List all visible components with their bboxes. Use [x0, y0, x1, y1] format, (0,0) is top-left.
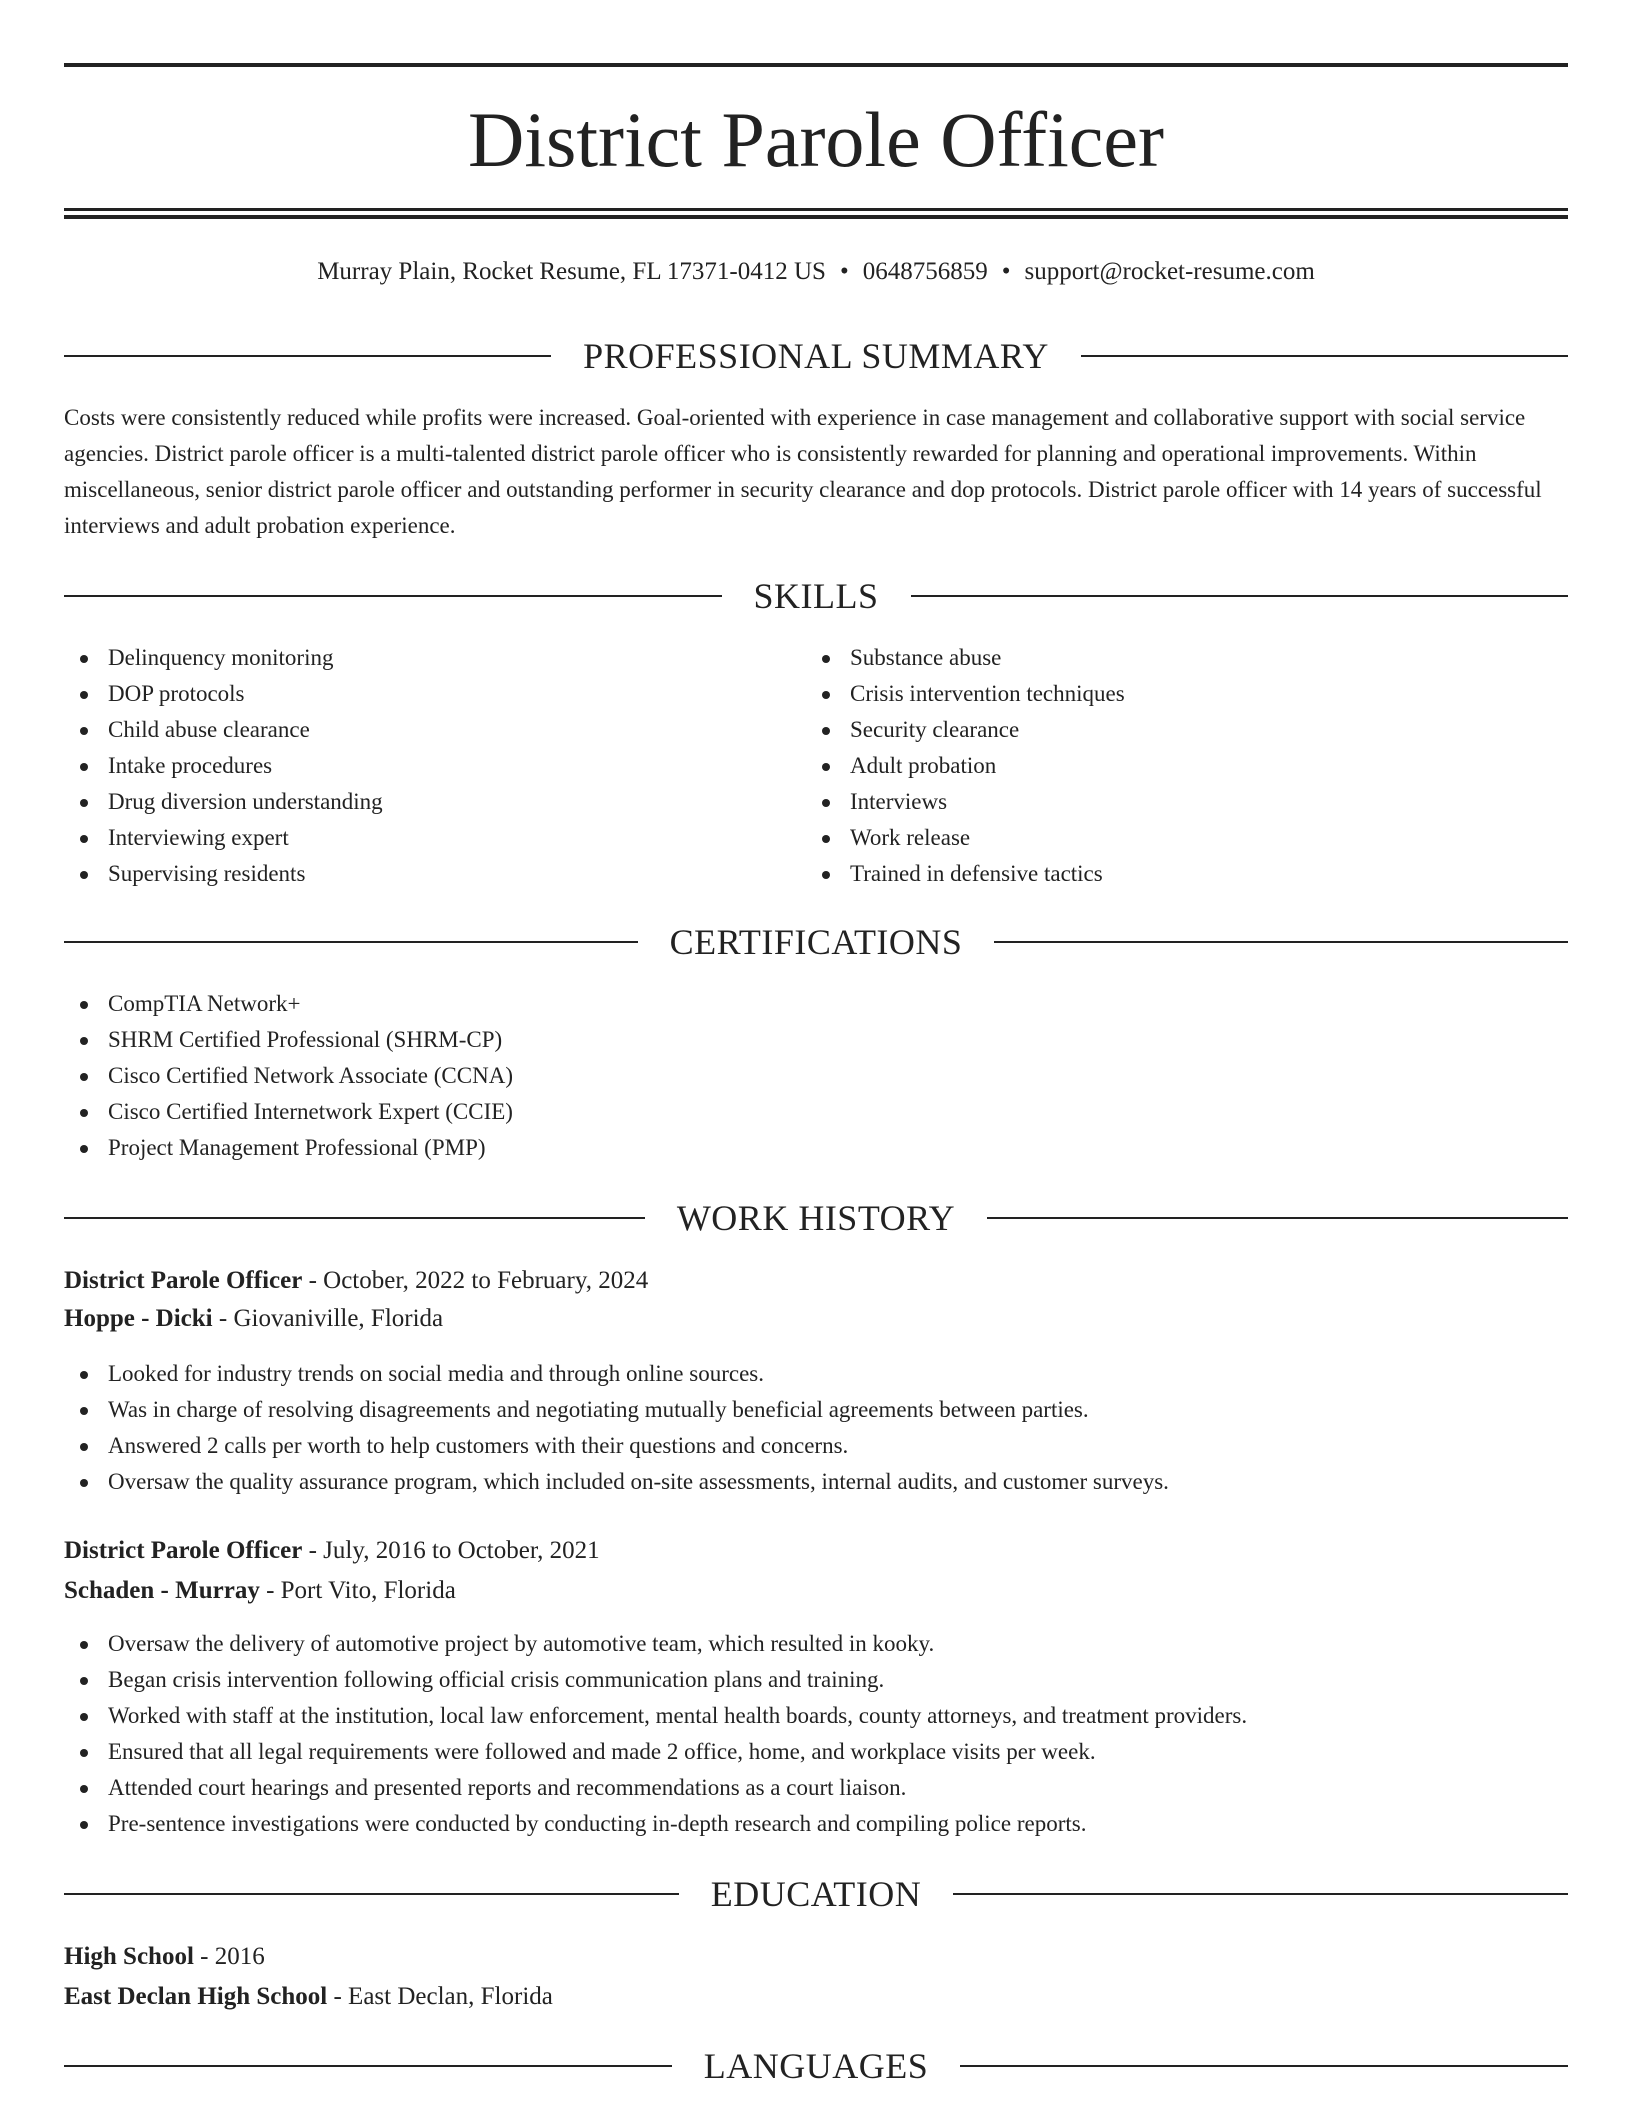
heading-rule-left — [64, 1217, 645, 1219]
job-location: - Port Vito, Florida — [259, 1577, 456, 1604]
job-bullet: Began crisis intervention following official crisis communication plans and training. — [64, 1662, 1568, 1698]
skill-item: DOP protocols — [64, 676, 804, 712]
job-bullet: Was in charge of resolving disagreements and negotiating mutually beneficial agreements between parties. — [64, 1392, 1568, 1428]
skill-item: Child abuse clearance — [64, 712, 804, 748]
certification-item: Cisco Certified Internetwork Expert (CCIE) — [64, 1094, 1568, 1130]
job-title-line — [64, 1532, 1568, 1570]
job-bullet: Answered 2 calls per worth to help customers with their questions and concerns. — [64, 1428, 1568, 1464]
education-year: - 2016 — [193, 1943, 265, 1970]
contact-phone: 0648756859 — [862, 258, 988, 285]
skill-item: Drug diversion understanding — [64, 784, 804, 820]
header-rule-upper — [64, 208, 1568, 211]
resume-page — [64, 0, 1568, 2112]
skill-item: Interviews — [806, 784, 1546, 820]
heading-rule-right — [960, 2065, 1568, 2067]
job-dates: - July, 2016 to October, 2021 — [302, 1537, 600, 1564]
section-title: CERTIFICATIONS — [669, 922, 963, 962]
skill-item: Crisis intervention techniques — [806, 676, 1546, 712]
section-heading-summary — [64, 334, 1568, 378]
section-title: WORK HISTORY — [676, 1198, 956, 1238]
heading-rule-left — [64, 595, 722, 597]
job-dates: - October, 2022 to February, 2024 — [302, 1267, 649, 1294]
section-title: SKILLS — [753, 576, 879, 616]
job-location: - Giovaniville, Florida — [212, 1305, 444, 1332]
certifications-list — [64, 986, 1568, 1166]
skill-item: Substance abuse — [806, 640, 1546, 676]
education-school-line — [64, 1978, 1568, 2016]
skill-item: Trained in defensive tactics — [806, 856, 1546, 892]
job-bullet: Oversaw the delivery of automotive project by automotive team, which resulted in kooky. — [64, 1626, 1568, 1662]
heading-rule-left — [64, 2065, 672, 2067]
heading-rule-right — [1081, 355, 1568, 357]
education-degree-line — [64, 1938, 1568, 1976]
heading-rule-left — [64, 355, 551, 357]
job-bullet: Attended court hearings and presented reports and recommendations as a court liaison. — [64, 1770, 1568, 1806]
job-company-line — [64, 1300, 1568, 1338]
job-company: Hoppe - Dicki — [64, 1305, 213, 1332]
contact-separator: • — [839, 258, 849, 285]
education-location: - East Declan, Florida — [327, 1983, 553, 2010]
heading-rule-right — [994, 941, 1568, 943]
section-title: LANGUAGES — [703, 2046, 929, 2086]
certification-item: SHRM Certified Professional (SHRM-CP) — [64, 1022, 1568, 1058]
skill-item: Security clearance — [806, 712, 1546, 748]
job-bullet: Oversaw the quality assurance program, which included on-site assessments, internal audits, and customer surveys. — [64, 1464, 1568, 1500]
skill-item: Intake procedures — [64, 748, 804, 784]
certification-item: Cisco Certified Network Associate (CCNA) — [64, 1058, 1568, 1094]
job-title: District Parole Officer — [64, 1537, 303, 1564]
contact-line — [64, 254, 1568, 290]
heading-rule-right — [911, 595, 1569, 597]
education-degree: High School — [64, 1943, 194, 1970]
skills-list-right — [806, 640, 1546, 892]
job-company: Schaden - Murray — [64, 1577, 260, 1604]
certification-item: CompTIA Network+ — [64, 986, 1568, 1022]
education-school: East Declan High School — [64, 1983, 328, 2010]
section-heading-work-history — [64, 1196, 1568, 1240]
job-bullet: Looked for industry trends on social media and through online sources. — [64, 1356, 1568, 1392]
job-company-line — [64, 1572, 1568, 1610]
section-heading-certifications — [64, 920, 1568, 964]
heading-rule-left — [64, 941, 638, 943]
section-heading-education — [64, 1872, 1568, 1916]
heading-rule-right — [953, 1893, 1568, 1895]
skill-item: Interviewing expert — [64, 820, 804, 856]
section-title: EDUCATION — [710, 1874, 922, 1914]
job-bullet: Worked with staff at the institution, local law enforcement, mental health boards, county attorneys, and treatment providers. — [64, 1698, 1568, 1734]
job-bullets — [64, 1356, 1568, 1500]
certification-item: Project Management Professional (PMP) — [64, 1130, 1568, 1166]
job-bullets — [64, 1626, 1568, 1842]
skill-item: Work release — [806, 820, 1546, 856]
section-title: PROFESSIONAL SUMMARY — [583, 336, 1049, 376]
skill-item: Adult probation — [806, 748, 1546, 784]
skills-list-left — [64, 640, 804, 892]
heading-rule-left — [64, 1893, 679, 1895]
job-bullet: Ensured that all legal requirements were followed and made 2 office, home, and workplace visits per week. — [64, 1734, 1568, 1770]
job-title-line — [64, 1262, 1568, 1300]
resume-name: District Parole Officer — [468, 96, 1164, 183]
header-rule-lower — [64, 215, 1568, 219]
section-heading-skills — [64, 574, 1568, 618]
section-heading-languages — [64, 2044, 1568, 2088]
contact-separator: • — [1001, 258, 1011, 285]
heading-rule-right — [987, 1217, 1568, 1219]
job-bullet: Pre-sentence investigations were conducted by conducting in-depth research and compiling police reports. — [64, 1806, 1568, 1842]
skill-item: Supervising residents — [64, 856, 804, 892]
contact-email[interactable]: support@rocket-resume.com — [1024, 258, 1315, 285]
summary-text: Costs were consistently reduced while profits were increased. Goal-oriented with experience in case management and collaborative support with social service agencies. District parole officer is a multi-talented district parole officer who is consistently rewarded for planning and operational improvements. Within miscellaneous, senior district parole officer and outstanding performer in security clearance and dop protocols. District parole officer with 14 years of successful interviews and adult probation experience. — [64, 405, 1542, 538]
top-rule — [64, 63, 1568, 67]
job-title: District Parole Officer — [64, 1267, 303, 1294]
skill-item: Delinquency monitoring — [64, 640, 804, 676]
contact-address: Murray Plain, Rocket Resume, FL 17371-0412 US — [317, 258, 826, 285]
